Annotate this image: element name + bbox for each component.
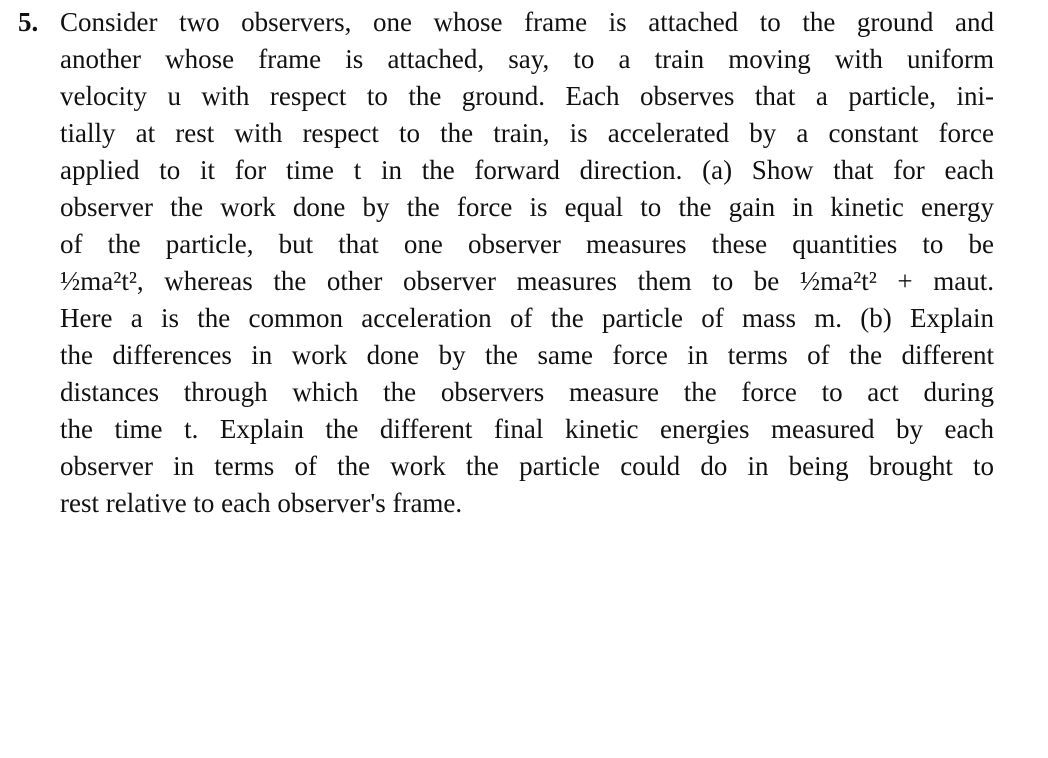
problem-line-1: Consider two observers, one whose frame is attached to the ground and [60, 7, 994, 37]
problem-line-12: the time t. Explain the different final kinetic energies measured by each [60, 414, 994, 444]
problem-line-14: rest relative to each observer's frame. [60, 488, 463, 518]
problem-line-3: velocity u with respect to the ground. Each observes that a particle, ini- [60, 81, 994, 111]
problem-line-13: observer in terms of the work the particle could do in being brought to [60, 451, 994, 481]
problem-line-5: applied to it for time t in the forward direction. (a) Show that for each [60, 155, 994, 185]
problem-line-10: the differences in work done by the same force in terms of the different [60, 340, 994, 370]
problem-line-2: another whose frame is attached, say, to a train moving with uniform [60, 44, 994, 74]
problem-number: 5. [18, 7, 39, 37]
problem-line-8: ½ma²t², whereas the other observer measures them to be ½ma²t² + maut. [60, 266, 994, 296]
problem-line-4: tially at rest with respect to the train, is accelerated by a constant force [60, 118, 994, 148]
problem-line-6: observer the work done by the force is equal to the gain in kinetic energy [60, 192, 994, 222]
problem-line-9: Here a is the common acceleration of the particle of mass m. (b) Explain [60, 303, 994, 333]
problem-line-7: of the particle, but that one observer measures these quantities to be [60, 229, 994, 259]
problem-line-11: distances through which the observers measure the force to act during [60, 377, 994, 407]
